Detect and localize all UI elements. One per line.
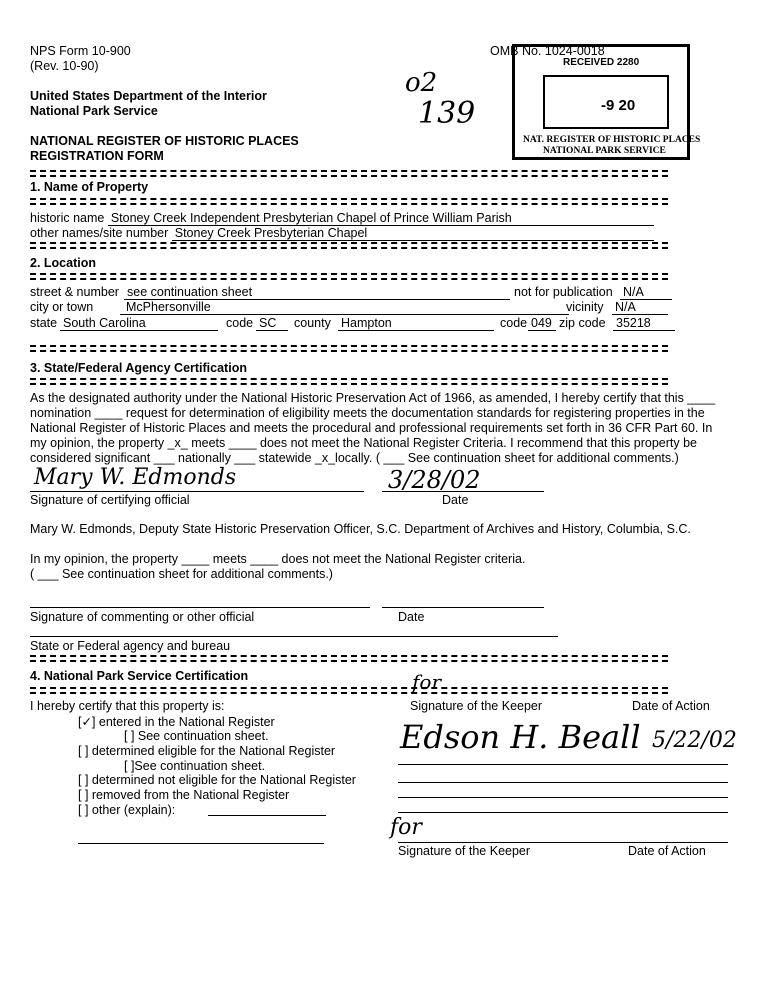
certifying-date-label: Date [442, 493, 469, 507]
section-separator [30, 198, 668, 205]
service-name: National Park Service [30, 104, 158, 118]
section-separator [30, 655, 668, 662]
keeper-line-2 [398, 842, 728, 843]
other-explain-line [208, 815, 326, 816]
option-not-eligible: [ ] determined not eligible for the National Register [78, 773, 356, 787]
city-label: city or town [30, 300, 94, 314]
stamp-date-box [543, 75, 669, 129]
county-code-label: code [500, 316, 528, 330]
commenting-date-label: Date [398, 610, 425, 624]
certification-line-2: nomination ____ request for determination of eligibility meets the documentation standards for registering properties in the [30, 406, 705, 420]
certification-line-3: National Register of Historic Places and meets the procedural and professional requirements set forth in 36 CFR Part 60. In [30, 421, 713, 435]
option-eligible-continuation: [ ]See continuation sheet. [124, 759, 266, 773]
section2-heading: 2. Location [30, 256, 96, 270]
certifier-signature: Mary W. Edmonds [34, 465, 237, 490]
county-value: Hampton [338, 316, 494, 331]
state-value: South Carolina [60, 316, 218, 331]
certify-intro: I hereby certify that this property is: [30, 699, 225, 713]
historic-name-row [30, 211, 654, 226]
certification-line-5: considered significant ___ nationally ___ statewide _x_locally. ( ___ See continuation sheet for additional comments.) [30, 451, 679, 465]
historic-name-label: historic name [30, 211, 105, 225]
opinion-line-1: In my opinion, the property ____ meets ____ does not meet the National Register criteria. [30, 552, 526, 566]
option-entered: [✓] entered in the National Register [78, 715, 275, 729]
handwritten-note-2: 139 [418, 96, 476, 131]
state-label: state [30, 316, 58, 330]
option-removed: [ ] removed from the National Register [78, 788, 290, 802]
date-of-action-label: Date of Action [632, 699, 710, 713]
option-other: [ ] other (explain): [78, 803, 176, 817]
agency-line [30, 636, 558, 637]
stamp-received-text: RECEIVED 2280 [563, 57, 640, 68]
street-value: see continuation sheet [124, 285, 510, 300]
street-label: street & number [30, 285, 119, 299]
keeper-initials-2: for [390, 815, 422, 840]
section-separator [30, 273, 668, 280]
option-entered-continuation: [ ] See continuation sheet. [124, 729, 269, 743]
certification-date-handwritten: 3/28/02 [388, 466, 481, 494]
certification-line-4: my opinion, the property _x_ meets ____ does not meet the National Register Criteria. I recommend that this property be [30, 436, 698, 450]
state-code-value: SC [256, 316, 288, 331]
section-separator [30, 345, 668, 352]
keeper-line [398, 782, 728, 783]
commenting-date-line [382, 607, 544, 608]
certification-line-1: As the designated authority under the National Historic Preservation Act of 1966, as amended, I hereby certify that this ____ [30, 391, 716, 405]
county-label: county [294, 316, 331, 330]
keeper-initials: for [412, 670, 442, 694]
other-names-row [30, 226, 654, 241]
stamp-line-2: NATIONAL PARK SERVICE [543, 146, 666, 156]
zip-value: 35218 [613, 316, 675, 331]
keeper-line [398, 764, 728, 765]
official-title-line: Mary W. Edmonds, Deputy State Historic Preservation Officer, S.C. Department of Archives and History, Columbia, S.C. [30, 522, 691, 536]
option-eligible: [ ] determined eligible for the National Register [78, 744, 336, 758]
stamp-line-1: NAT. REGISTER OF HISTORIC PLACES [523, 135, 701, 145]
city-value: McPhersonville [120, 300, 569, 315]
register-title: NATIONAL REGISTER OF HISTORIC PLACES [30, 134, 299, 148]
not-for-publication-value: N/A [620, 285, 672, 300]
signature-line [30, 491, 364, 492]
omb-number: OMB No. 1024-0018 [490, 44, 605, 58]
agency-label: State or Federal agency and bureau [30, 639, 231, 653]
keeper-signature: Edson H. Beall [400, 718, 641, 756]
section-separator [30, 242, 668, 249]
historic-name-value: Stoney Creek Independent Presbyterian Chapel of Prince William Parish [108, 211, 654, 226]
section3-heading: 3. State/Federal Agency Certification [30, 361, 247, 375]
other-names-label: other names/site number [30, 226, 169, 240]
handwritten-note-1: o2 [405, 68, 438, 98]
commenting-official-label: Signature of commenting or other official [30, 610, 255, 624]
keeper-signature-label-2: Signature of the Keeper [398, 844, 531, 858]
section1-heading: 1. Name of Property [30, 180, 149, 194]
section-separator [30, 378, 668, 385]
stamp-date: -9 20 [601, 97, 636, 114]
form-revision: (Rev. 10-90) [30, 59, 99, 73]
commenting-signature-line [30, 607, 370, 608]
form-title: REGISTRATION FORM [30, 149, 164, 163]
vicinity-label: vicinity [566, 300, 604, 314]
date-of-action-label-2: Date of Action [628, 844, 706, 858]
vicinity-value: N/A [612, 300, 668, 315]
keeper-line [398, 812, 728, 813]
section-separator [30, 687, 668, 694]
keeper-line [398, 797, 728, 798]
keeper-signature-label: Signature of the Keeper [410, 699, 543, 713]
section4-heading: 4. National Park Service Certification [30, 669, 249, 683]
department-name: United States Department of the Interior [30, 89, 267, 103]
form-number: NPS Form 10-900 [30, 44, 131, 58]
state-code-label: code [226, 316, 254, 330]
other-explain-line-2 [78, 843, 324, 844]
opinion-line-2: ( ___ See continuation sheet for additional comments.) [30, 567, 333, 581]
zip-label: zip code [559, 316, 606, 330]
date-line [382, 491, 544, 492]
certifying-official-label: Signature of certifying official [30, 493, 190, 507]
county-code-value: 049 [528, 316, 556, 331]
section-separator [30, 170, 668, 177]
action-date-handwritten: 5/22/02 [652, 728, 737, 753]
received-stamp [512, 44, 701, 160]
not-for-publication-label: not for publication [514, 285, 613, 299]
other-names-value: Stoney Creek Presbyterian Chapel [172, 226, 654, 241]
